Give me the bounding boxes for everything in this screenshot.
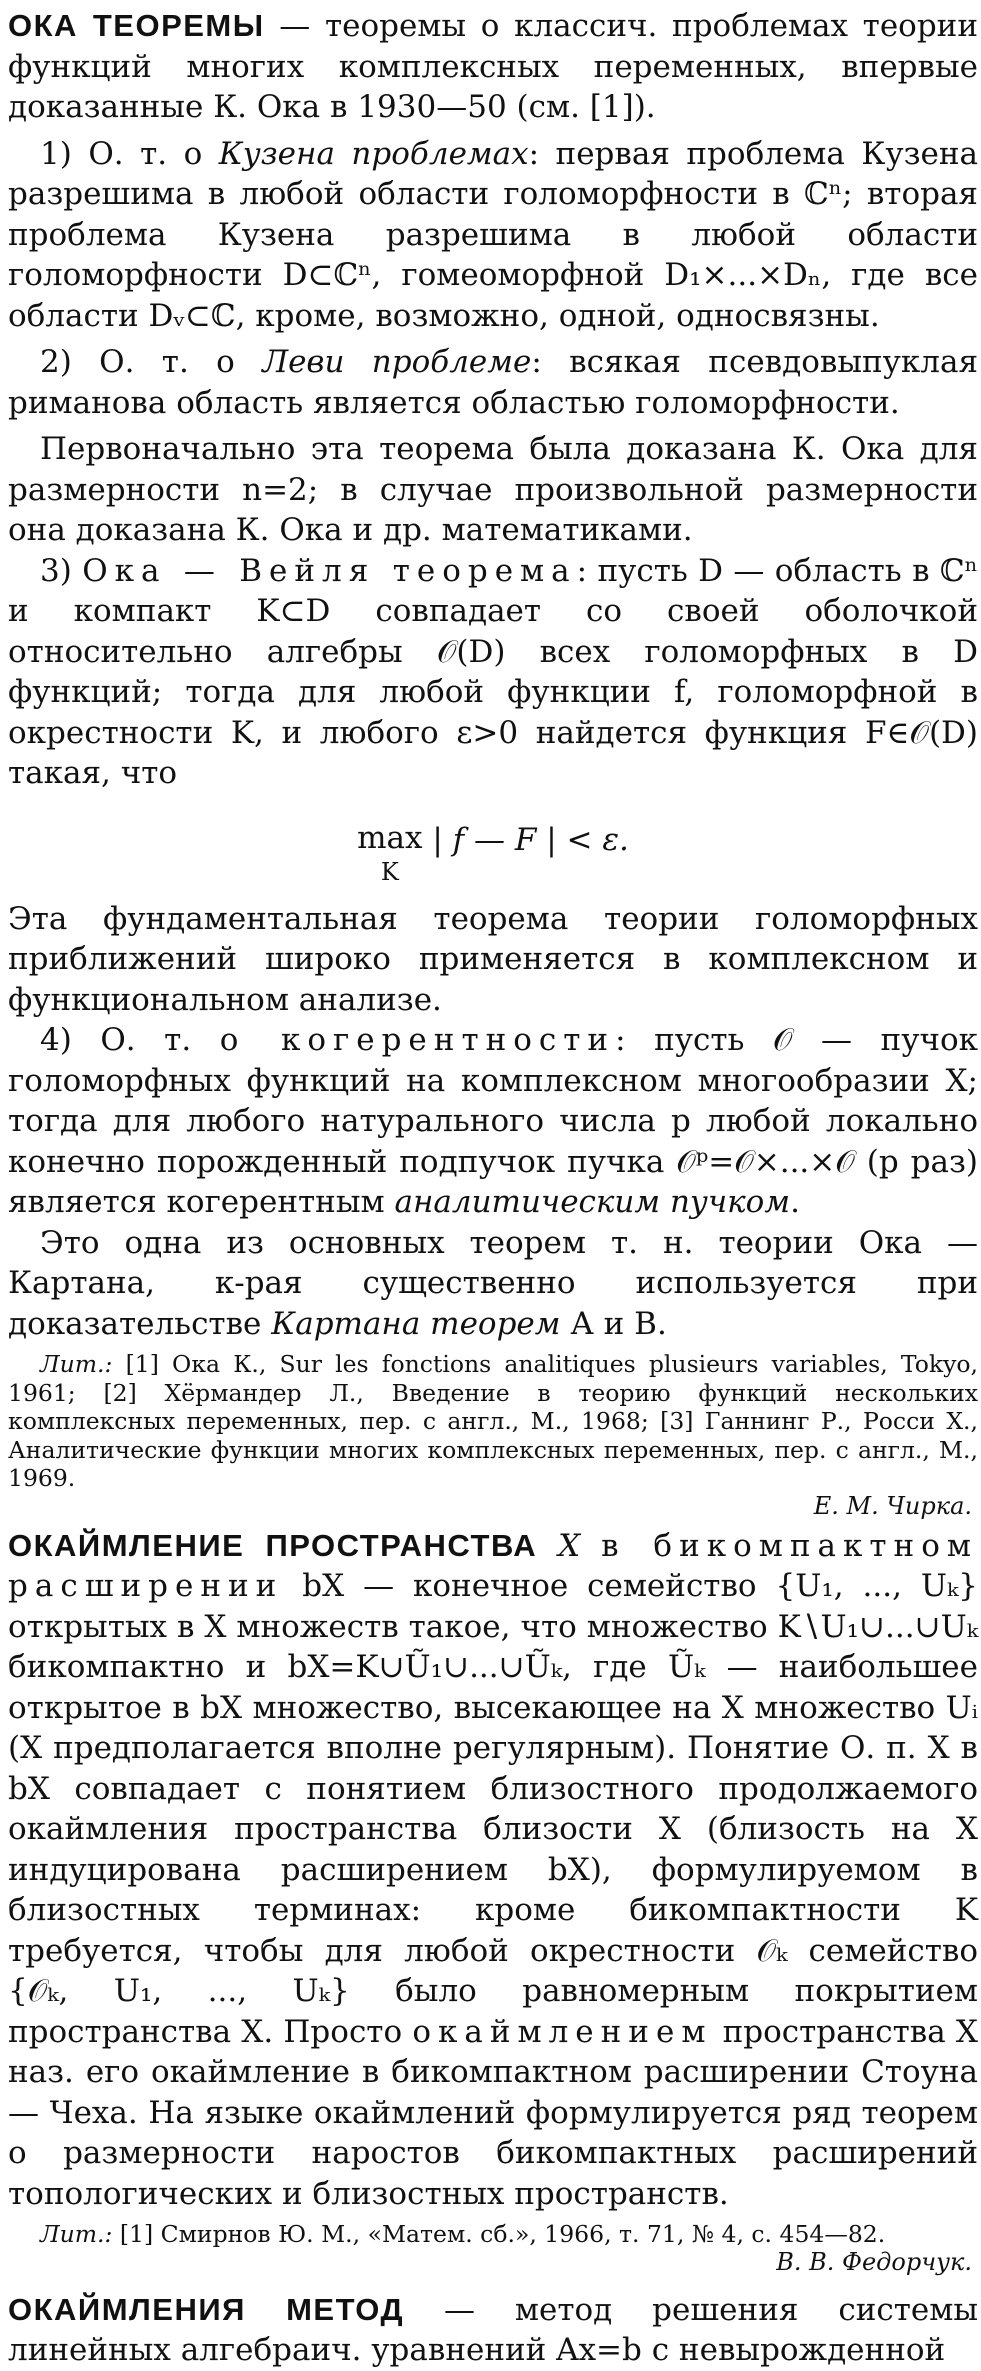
spaced-term: о когерентности [219,1022,616,1058]
max-operator: max K [357,819,423,886]
literature-label: Лит.: [40,2220,113,2248]
author-signature: В. В. Федорчук. [776,2247,972,2276]
entry-oka-theorems-intro: ОКА ТЕОРЕМЫ — теоремы о классич. проблемах теории функций многих комплексных переменных, впервые доказанные К. Ока в 1930—50 (см. [1]). [8,8,978,125]
formula-body: | f — F | < ε. [422,821,629,858]
cross-reference-link[interactable]: Кузена проблемах [218,135,529,172]
paragraph-oka-weil-note: Эта фундаментальная теорема теории голоморфных приближений широко применяется в комплексном и функциональном анализе. [8,900,978,1018]
author-signature: Е. М. Чирка. [813,1491,972,1520]
spaced-term: в бикомпактном расширении [8,1527,978,1604]
paragraph-levi: 2) О. т. о Леви проблеме: всякая псевдовыпуклая риманова область является областью голоморфности. [8,344,979,421]
paragraph-levi-history: Первоначально эта теорема была доказана К. Ока для размерности n=2; в случае произвольной размерности она доказана К. Ока и др. математиками. [8,431,978,548]
entry-title: ОКАЙМЛЕНИЯ МЕТОД [8,2291,405,2327]
paragraph-cousin: 1) О. т. о Кузена проблемах: первая проблема Кузена разрешима в любой области голоморфности в ℂⁿ; вторая проблема Кузена разрешима в любой области голоморфности D⊂ℂⁿ, гомеоморфной D₁×...×Dₙ, где все области Dᵥ⊂ℂ, кроме, возможно, одной, односвязны. [8,135,979,334]
paragraph-oka-weil: 3) Ока — Вейля теорема: пусть D — область в ℂⁿ и компакт K⊂D совпадает со своей оболочкой относительно алгебры 𝒪(D) всех голоморфных в D функций; тогда для любой функции f, голоморфной в окрестности K, и любого ε>0 найдется функция F∈𝒪(D) такая, что [8,552,978,791]
cross-reference-link[interactable]: Картана теорем [271,1305,561,1342]
formula [8,794,978,899]
cross-reference-link[interactable]: Леви проблеме [262,344,532,380]
literature-references: Лит.: [1] Смирнов Ю. М., «Матем. сб.», 1966, т. 71, № 4, с. 454—82. [40,2220,886,2248]
entry-bordering-method: ОКАЙМЛЕНИЯ МЕТОД — метод решения системы линейных алгебраич. уравнений Ax=b с невырожденной [8,2291,978,2368]
spaced-term: окаймлением [412,2013,713,2050]
paragraph-coherence: 4) О. т. о когерентности: пусть 𝒪 — пучок голоморфных функций на комплексном многообразии X; тогда для любого натурального числа p любой локально конечно порожденный подпучок пучка 𝒪ᵖ=𝒪×...×𝒪 (p раз) является когерентным аналитическим пучком. [8,1022,978,1220]
literature-label: Лит.: [40,1350,113,1378]
entry-title: ОКА ТЕОРЕМЫ [8,8,265,43]
entry-bordering-space: ОКАЙМЛЕНИЕ ПРОСТРАНСТВА X в бикомпактном расширении bX — конечное семейство {U₁, ..., Uₖ} открытых в X множеств такое, что множество K∖U₁∪...∪Uₖ бикомпактно и bX=K∪Ũ₁∪...∪Ũₖ, где Ũₖ — наибольшее открытое в bX множество, высекающее на X множество Uᵢ (X предполагается вполне регулярным). Понятие О. п. X в bX совпадает с понятием близостного продолжаемого окаймления пространства близости X (близость на X индуцирована расширением bX), формулируемом в близостных терминах: кроме бикомпактности K требуется, чтобы для любой окрестности 𝒪ₖ семейство {𝒪ₖ, U₁, ..., Uₖ} было равномерным покрытием пространства X. Просто окаймлением пространства X наз. его окаймление в бикомпактном расширении Стоуна — Чеха. На языке окаймлений формулируется ряд теорем о размерности наростов бикомпактных расширений топологических и близостных пространств. [8,1527,978,2212]
paragraph-oka-cartan: Это одна из основных теорем т. н. теории Ока — Картана, к-рая существенно используется при доказательстве Картана теорем А и В. [8,1224,978,1342]
literature-row [8,2220,978,2249]
entry-title: ОКАЙМЛЕНИЕ ПРОСТРАНСТВА [8,1527,538,1563]
encyclopedia-page [8,6,978,2371]
literature-references: Лит.: [1] Ока К., Sur les fonctions analitiques plusieurs variables, Tokyo, 1961; [2] Хёрмандер Л., Введение в теорию функций нескольких комплексных переменных, пер. с англ., М., 1968; [3] Ганнинг Р., Росси Х., Аналитические функции многих комплексных переменных, пер. с англ., М., 1969. [8,1350,978,1492]
spaced-term: Ока — Вейля теорема [82,552,577,589]
cross-reference-link[interactable]: аналитическим пучком [394,1184,791,1220]
